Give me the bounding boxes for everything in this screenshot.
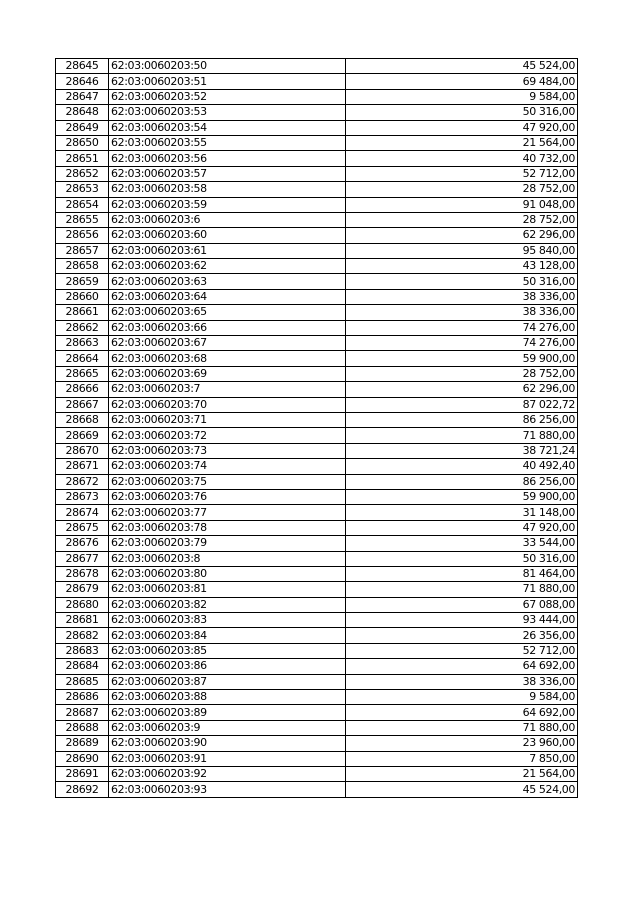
- value-cell: 50 316,00: [346, 274, 578, 289]
- table-row: [56, 382, 578, 397]
- table-row: [56, 336, 578, 351]
- cadastral-number-cell: 62:03:0060203:68: [109, 351, 346, 366]
- cadastral-number-cell: 62:03:0060203:67: [109, 336, 346, 351]
- table-row: [56, 197, 578, 212]
- table-row: [56, 151, 578, 166]
- value-cell: 9 584,00: [346, 690, 578, 705]
- table-row: [56, 120, 578, 135]
- value-cell: 91 048,00: [346, 197, 578, 212]
- cadastral-number-cell: 62:03:0060203:74: [109, 459, 346, 474]
- table-row: [56, 551, 578, 566]
- table-row: [56, 613, 578, 628]
- value-cell: 59 900,00: [346, 351, 578, 366]
- row-number-cell: 28683: [56, 643, 109, 658]
- row-number-cell: 28664: [56, 351, 109, 366]
- value-cell: 71 880,00: [346, 582, 578, 597]
- cadastral-number-cell: 62:03:0060203:92: [109, 766, 346, 781]
- row-number-cell: 28649: [56, 120, 109, 135]
- value-cell: 71 880,00: [346, 428, 578, 443]
- value-cell: 62 296,00: [346, 382, 578, 397]
- table-row: [56, 489, 578, 504]
- row-number-cell: 28675: [56, 520, 109, 535]
- row-number-cell: 28682: [56, 628, 109, 643]
- value-cell: 47 920,00: [346, 520, 578, 535]
- value-cell: 33 544,00: [346, 536, 578, 551]
- cadastral-number-cell: 62:03:0060203:66: [109, 320, 346, 335]
- row-number-cell: 28691: [56, 766, 109, 781]
- row-number-cell: 28689: [56, 736, 109, 751]
- table-row: [56, 89, 578, 104]
- row-number-cell: 28669: [56, 428, 109, 443]
- table-row: [56, 628, 578, 643]
- table-row: [56, 751, 578, 766]
- cadastral-number-cell: 62:03:0060203:71: [109, 412, 346, 427]
- cadastral-number-cell: 62:03:0060203:8: [109, 551, 346, 566]
- cadastral-number-cell: 62:03:0060203:57: [109, 166, 346, 181]
- table-row: [56, 259, 578, 274]
- cadastral-number-cell: 62:03:0060203:50: [109, 59, 346, 74]
- table-row: [56, 766, 578, 781]
- table-row: [56, 674, 578, 689]
- cadastral-number-cell: 62:03:0060203:7: [109, 382, 346, 397]
- cadastral-number-cell: 62:03:0060203:73: [109, 443, 346, 458]
- value-cell: 50 316,00: [346, 105, 578, 120]
- row-number-cell: 28652: [56, 166, 109, 181]
- value-cell: 67 088,00: [346, 597, 578, 612]
- row-number-cell: 28660: [56, 289, 109, 304]
- row-number-cell: 28666: [56, 382, 109, 397]
- table-row: [56, 720, 578, 735]
- table-row: [56, 182, 578, 197]
- value-cell: 62 296,00: [346, 228, 578, 243]
- row-number-cell: 28659: [56, 274, 109, 289]
- row-number-cell: 28647: [56, 89, 109, 104]
- row-number-cell: 28654: [56, 197, 109, 212]
- cadastral-number-cell: 62:03:0060203:6: [109, 212, 346, 227]
- row-number-cell: 28684: [56, 659, 109, 674]
- table-row: [56, 366, 578, 381]
- value-cell: 69 484,00: [346, 74, 578, 89]
- value-cell: 74 276,00: [346, 336, 578, 351]
- value-cell: 23 960,00: [346, 736, 578, 751]
- cadastral-number-cell: 62:03:0060203:84: [109, 628, 346, 643]
- table-row: [56, 705, 578, 720]
- table-row: [56, 736, 578, 751]
- table-row: [56, 782, 578, 797]
- cadastral-number-cell: 62:03:0060203:69: [109, 366, 346, 381]
- value-cell: 31 148,00: [346, 505, 578, 520]
- cadastral-number-cell: 62:03:0060203:9: [109, 720, 346, 735]
- row-number-cell: 28650: [56, 135, 109, 150]
- cadastral-number-cell: 62:03:0060203:51: [109, 74, 346, 89]
- row-number-cell: 28651: [56, 151, 109, 166]
- table-row: [56, 166, 578, 181]
- value-cell: 45 524,00: [346, 782, 578, 797]
- row-number-cell: 28687: [56, 705, 109, 720]
- row-number-cell: 28674: [56, 505, 109, 520]
- row-number-cell: 28648: [56, 105, 109, 120]
- value-cell: 87 022,72: [346, 397, 578, 412]
- table-row: [56, 643, 578, 658]
- value-cell: 64 692,00: [346, 705, 578, 720]
- cadastral-number-cell: 62:03:0060203:62: [109, 259, 346, 274]
- cadastral-number-cell: 62:03:0060203:83: [109, 613, 346, 628]
- cadastral-number-cell: 62:03:0060203:80: [109, 566, 346, 581]
- row-number-cell: 28667: [56, 397, 109, 412]
- table-row: [56, 135, 578, 150]
- value-cell: 40 492,40: [346, 459, 578, 474]
- row-number-cell: 28657: [56, 243, 109, 258]
- table-row: [56, 305, 578, 320]
- table-row: [56, 243, 578, 258]
- row-number-cell: 28668: [56, 412, 109, 427]
- cadastral-number-cell: 62:03:0060203:93: [109, 782, 346, 797]
- cadastral-number-cell: 62:03:0060203:77: [109, 505, 346, 520]
- value-cell: 28 752,00: [346, 182, 578, 197]
- table-row: [56, 274, 578, 289]
- row-number-cell: 28681: [56, 613, 109, 628]
- table-row: [56, 74, 578, 89]
- value-cell: 52 712,00: [346, 643, 578, 658]
- row-number-cell: 28658: [56, 259, 109, 274]
- value-cell: 93 444,00: [346, 613, 578, 628]
- value-cell: 38 336,00: [346, 305, 578, 320]
- cadastral-number-cell: 62:03:0060203:60: [109, 228, 346, 243]
- table-body: [56, 59, 578, 798]
- row-number-cell: 28663: [56, 336, 109, 351]
- value-cell: 50 316,00: [346, 551, 578, 566]
- value-cell: 81 464,00: [346, 566, 578, 581]
- table-row: [56, 428, 578, 443]
- value-cell: 28 752,00: [346, 212, 578, 227]
- row-number-cell: 28688: [56, 720, 109, 735]
- row-number-cell: 28671: [56, 459, 109, 474]
- table-row: [56, 505, 578, 520]
- value-cell: 59 900,00: [346, 489, 578, 504]
- row-number-cell: 28661: [56, 305, 109, 320]
- cadastral-number-cell: 62:03:0060203:54: [109, 120, 346, 135]
- table-row: [56, 59, 578, 74]
- cadastral-number-cell: 62:03:0060203:79: [109, 536, 346, 551]
- table-row: [56, 320, 578, 335]
- cadastral-number-cell: 62:03:0060203:78: [109, 520, 346, 535]
- table-row: [56, 536, 578, 551]
- row-number-cell: 28680: [56, 597, 109, 612]
- cadastral-number-cell: 62:03:0060203:86: [109, 659, 346, 674]
- cadastral-number-cell: 62:03:0060203:55: [109, 135, 346, 150]
- row-number-cell: 28670: [56, 443, 109, 458]
- row-number-cell: 28692: [56, 782, 109, 797]
- value-cell: 21 564,00: [346, 135, 578, 150]
- cadastral-number-cell: 62:03:0060203:59: [109, 197, 346, 212]
- value-cell: 86 256,00: [346, 412, 578, 427]
- cadastral-number-cell: 62:03:0060203:58: [109, 182, 346, 197]
- row-number-cell: 28686: [56, 690, 109, 705]
- value-cell: 9 584,00: [346, 89, 578, 104]
- table-row: [56, 597, 578, 612]
- table-row: [56, 659, 578, 674]
- cadastral-number-cell: 62:03:0060203:53: [109, 105, 346, 120]
- row-number-cell: 28678: [56, 566, 109, 581]
- value-cell: 38 721,24: [346, 443, 578, 458]
- value-cell: 26 356,00: [346, 628, 578, 643]
- cadastral-value-table: [55, 58, 578, 798]
- value-cell: 21 564,00: [346, 766, 578, 781]
- row-number-cell: 28672: [56, 474, 109, 489]
- value-cell: 38 336,00: [346, 289, 578, 304]
- table-row: [56, 474, 578, 489]
- table-row: [56, 289, 578, 304]
- value-cell: 86 256,00: [346, 474, 578, 489]
- value-cell: 71 880,00: [346, 720, 578, 735]
- table-row: [56, 105, 578, 120]
- value-cell: 40 732,00: [346, 151, 578, 166]
- cadastral-number-cell: 62:03:0060203:56: [109, 151, 346, 166]
- row-number-cell: 28655: [56, 212, 109, 227]
- cadastral-number-cell: 62:03:0060203:64: [109, 289, 346, 304]
- row-number-cell: 28685: [56, 674, 109, 689]
- cadastral-number-cell: 62:03:0060203:82: [109, 597, 346, 612]
- cadastral-number-cell: 62:03:0060203:90: [109, 736, 346, 751]
- row-number-cell: 28690: [56, 751, 109, 766]
- value-cell: 7 850,00: [346, 751, 578, 766]
- value-cell: 47 920,00: [346, 120, 578, 135]
- table-row: [56, 412, 578, 427]
- row-number-cell: 28646: [56, 74, 109, 89]
- value-cell: 38 336,00: [346, 674, 578, 689]
- table-row: [56, 582, 578, 597]
- cadastral-number-cell: 62:03:0060203:76: [109, 489, 346, 504]
- row-number-cell: 28677: [56, 551, 109, 566]
- cadastral-number-cell: 62:03:0060203:85: [109, 643, 346, 658]
- table-row: [56, 397, 578, 412]
- cadastral-number-cell: 62:03:0060203:61: [109, 243, 346, 258]
- table-row: [56, 212, 578, 227]
- table-row: [56, 351, 578, 366]
- value-cell: 28 752,00: [346, 366, 578, 381]
- cadastral-number-cell: 62:03:0060203:63: [109, 274, 346, 289]
- value-cell: 52 712,00: [346, 166, 578, 181]
- table-row: [56, 443, 578, 458]
- table-row: [56, 520, 578, 535]
- cadastral-number-cell: 62:03:0060203:72: [109, 428, 346, 443]
- cadastral-number-cell: 62:03:0060203:88: [109, 690, 346, 705]
- table-row: [56, 690, 578, 705]
- row-number-cell: 28653: [56, 182, 109, 197]
- row-number-cell: 28656: [56, 228, 109, 243]
- cadastral-number-cell: 62:03:0060203:87: [109, 674, 346, 689]
- cadastral-number-cell: 62:03:0060203:89: [109, 705, 346, 720]
- table-row: [56, 459, 578, 474]
- cadastral-number-cell: 62:03:0060203:70: [109, 397, 346, 412]
- value-cell: 45 524,00: [346, 59, 578, 74]
- row-number-cell: 28679: [56, 582, 109, 597]
- value-cell: 74 276,00: [346, 320, 578, 335]
- table-row: [56, 228, 578, 243]
- cadastral-number-cell: 62:03:0060203:91: [109, 751, 346, 766]
- row-number-cell: 28665: [56, 366, 109, 381]
- cadastral-number-cell: 62:03:0060203:81: [109, 582, 346, 597]
- row-number-cell: 28662: [56, 320, 109, 335]
- cadastral-number-cell: 62:03:0060203:52: [109, 89, 346, 104]
- value-cell: 95 840,00: [346, 243, 578, 258]
- cadastral-number-cell: 62:03:0060203:65: [109, 305, 346, 320]
- row-number-cell: 28645: [56, 59, 109, 74]
- row-number-cell: 28673: [56, 489, 109, 504]
- table-row: [56, 566, 578, 581]
- row-number-cell: 28676: [56, 536, 109, 551]
- value-cell: 43 128,00: [346, 259, 578, 274]
- value-cell: 64 692,00: [346, 659, 578, 674]
- cadastral-number-cell: 62:03:0060203:75: [109, 474, 346, 489]
